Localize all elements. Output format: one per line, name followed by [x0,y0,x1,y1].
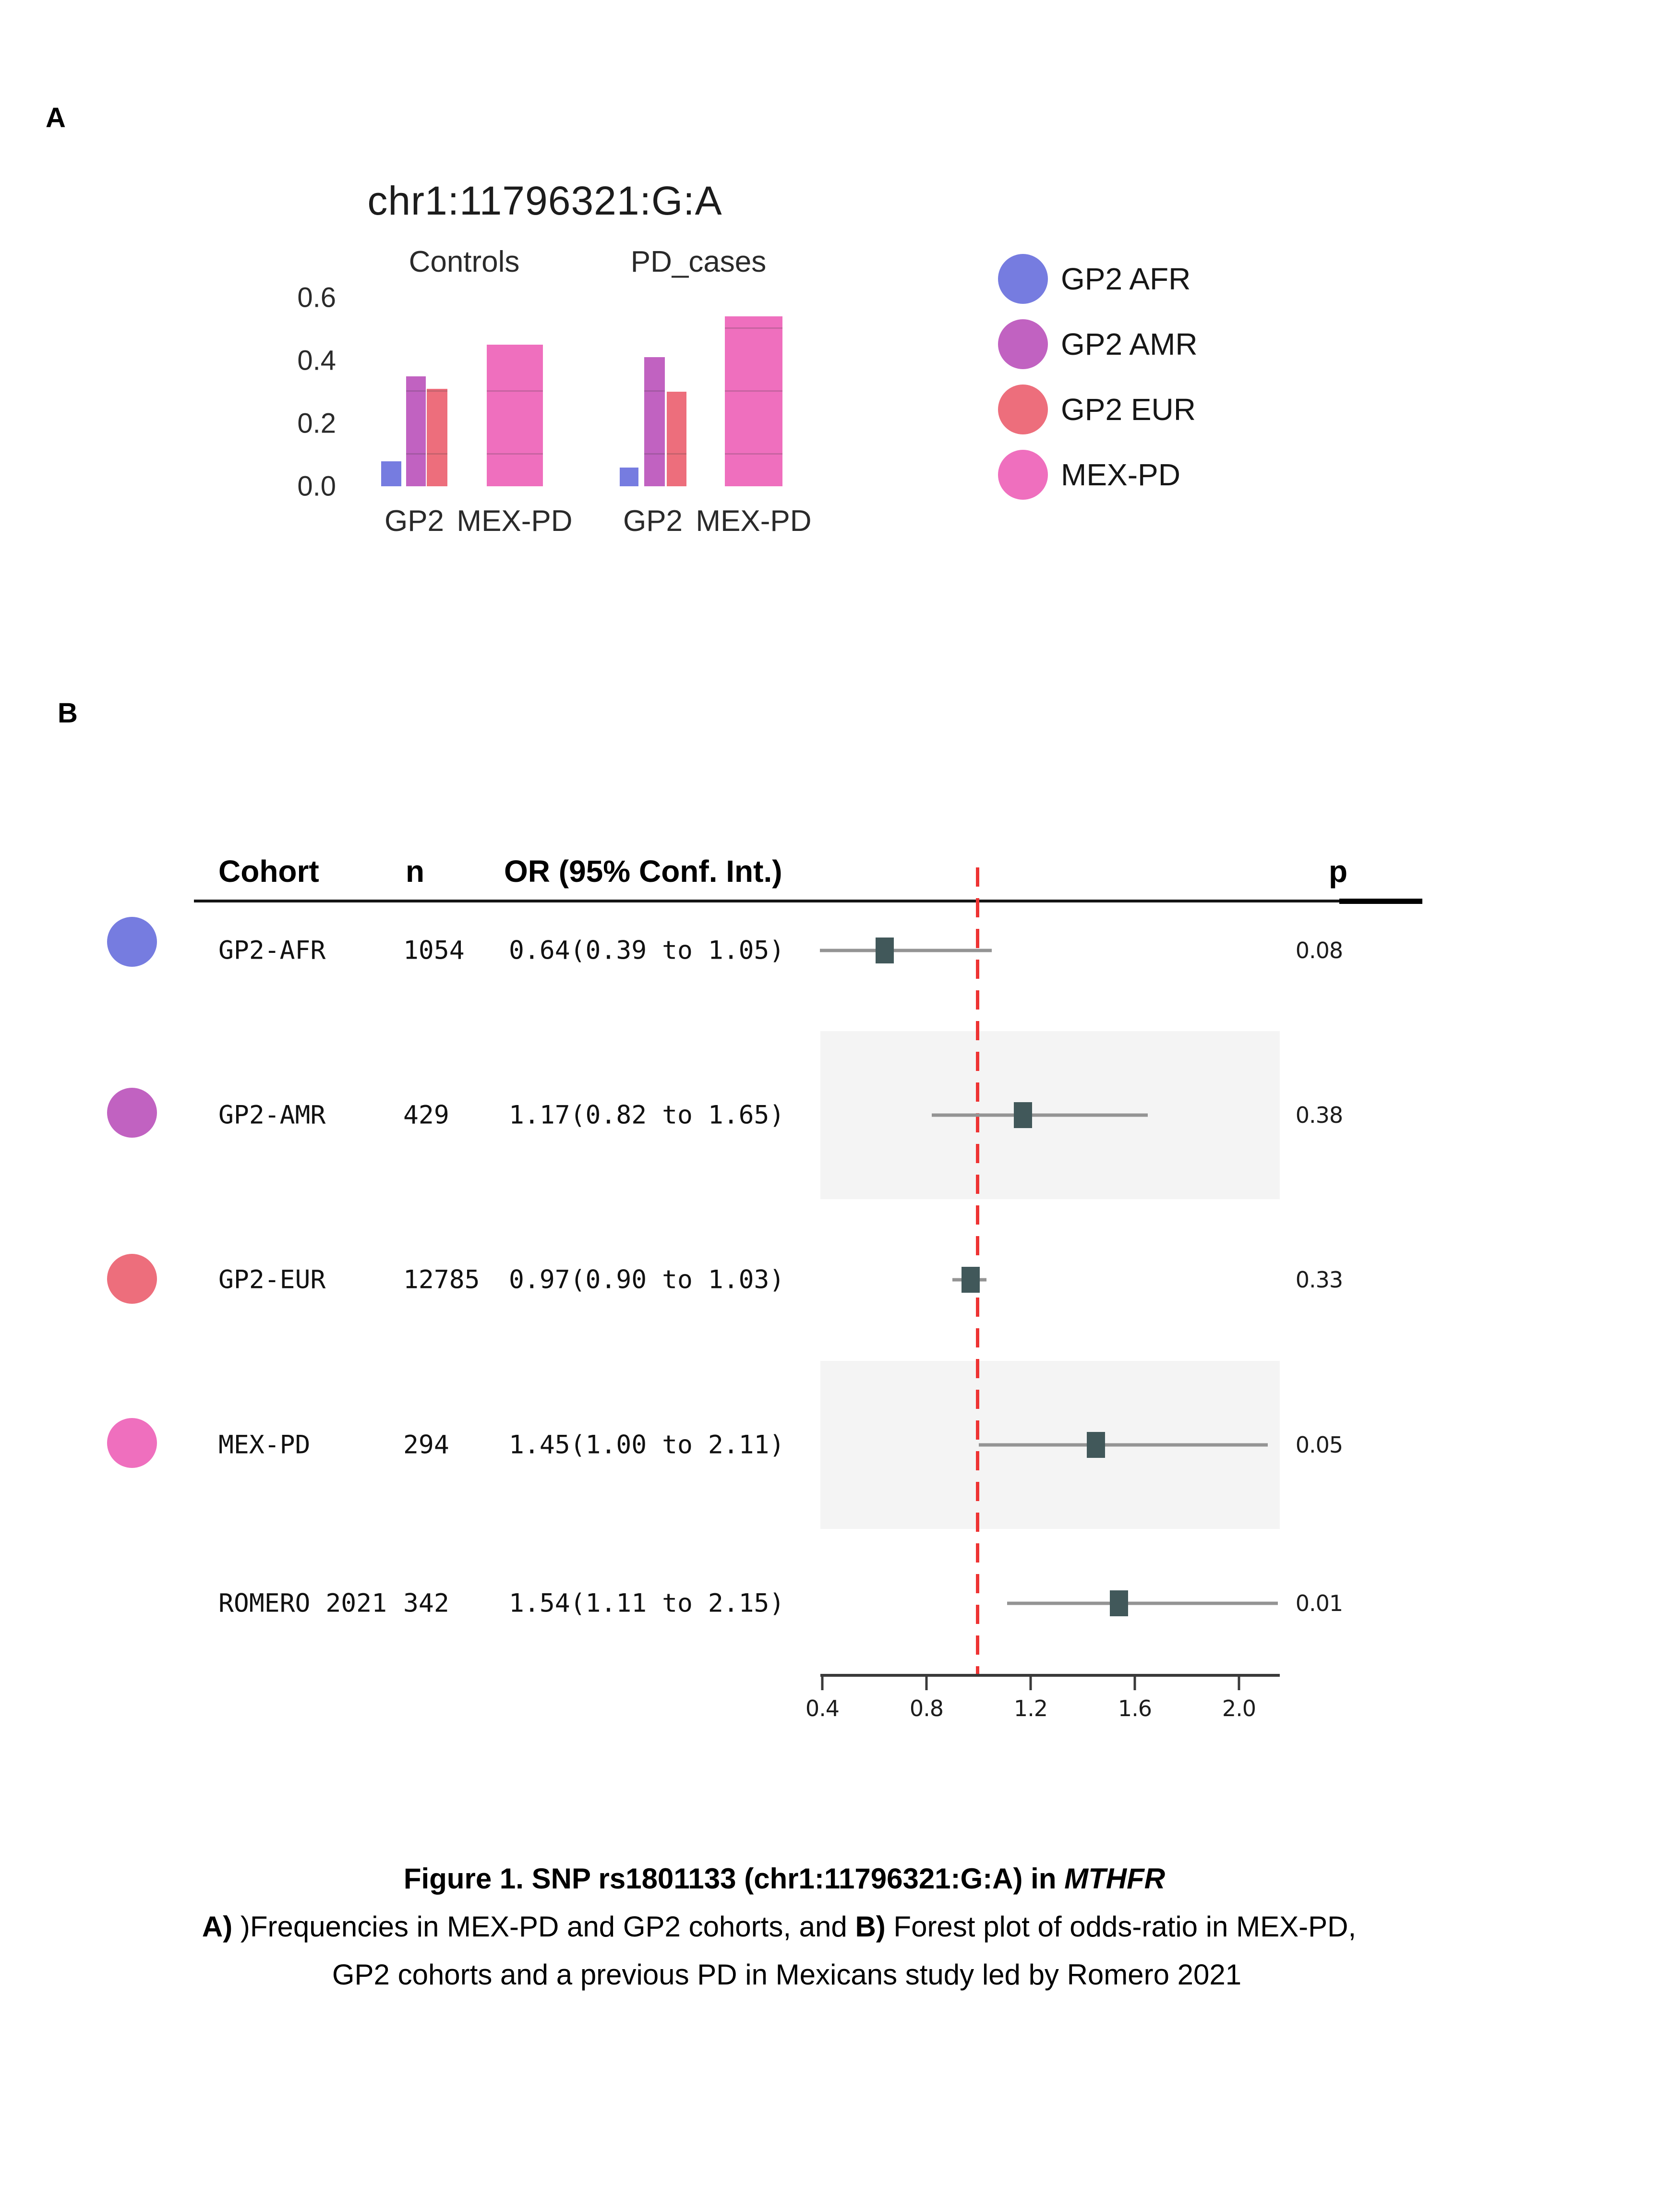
table-header-rule-end [1339,899,1422,904]
cohort-n: 1054 [403,936,465,965]
odds-ratio-marker [962,1267,980,1293]
bar-minor-gridline [725,390,782,392]
frequency-bar [667,392,686,486]
cohort-color-dot [107,1254,157,1304]
y-tick-label: 0.0 [297,470,336,502]
y-tick-label: 0.2 [297,408,336,439]
cohort-n: 12785 [403,1265,480,1295]
cohort-color-dot [107,1418,157,1468]
x-axis-cluster-label: MEX-PD [696,505,812,538]
caption-segment: MTHFR [1064,1863,1166,1895]
y-tick-label: 0.4 [297,345,336,376]
confidence-interval-line [932,1114,1148,1117]
cohort-name: GP2-AMR [218,1100,326,1130]
group-header-controls: Controls [409,245,520,278]
cohort-or-ci-text: 1.17(0.82 to 1.65) [509,1100,785,1130]
p-value: 0.33 [1295,1267,1343,1293]
caption-title-line [0,1862,1569,1896]
x-axis-tick-label: 2.0 [1222,1695,1256,1721]
x-axis-tick-mark [1030,1677,1032,1690]
cohort-or-ci-text: 1.54(1.11 to 2.15) [509,1588,785,1618]
frequency-bar [725,316,782,486]
p-value: 0.05 [1295,1432,1343,1458]
cohort-name: GP2-AFR [218,936,326,965]
panel-b-label: B [58,697,78,729]
frequency-bar [620,468,638,486]
bar-minor-gridline [487,453,543,455]
caption-segment: Forest plot of odds-ratio in MEX-PD, [885,1911,1357,1943]
cohort-n: 429 [403,1100,449,1130]
column-header-or: OR (95% Conf. Int.) [504,854,782,889]
odds-ratio-marker [1014,1102,1032,1128]
legend-color-dot [998,254,1048,304]
frequency-bar [406,376,426,486]
bar-minor-gridline [406,453,426,455]
x-axis-tick-label: 1.6 [1118,1695,1152,1721]
p-value: 0.08 [1295,938,1343,963]
cohort-name: ROMERO 2021 [218,1588,387,1618]
x-axis-tick-mark [1134,1677,1136,1690]
x-axis-tick-label: 0.8 [909,1695,944,1721]
caption-segment: )Frequencies in MEX-PD and GP2 cohorts, and [232,1911,855,1943]
legend-label: GP2 EUR [1061,392,1196,427]
table-header-rule [194,900,1422,902]
cohort-n: 294 [403,1430,449,1460]
caption-line-3: GP2 cohorts and a previous PD in Mexicans study led by Romero 2021 [332,1959,1242,1991]
x-axis-tick-mark [1238,1677,1240,1690]
x-axis-cluster-label: MEX-PD [457,505,573,538]
frequency-bar [381,461,401,486]
column-header-n: n [406,854,425,889]
x-axis-tick-label: 1.2 [1013,1695,1048,1721]
x-axis-tick-mark [926,1677,928,1690]
x-axis-cluster-label: GP2 [623,505,683,538]
bar-minor-gridline [487,390,543,392]
column-header-p: p [1329,854,1348,889]
x-axis-cluster-label: GP2 [384,505,445,538]
cohort-color-dot [107,1088,157,1138]
cohort-or-ci-text: 0.97(0.90 to 1.03) [509,1265,785,1295]
bar-minor-gridline [406,390,426,392]
confidence-interval-line [979,1443,1268,1447]
cohort-name: MEX-PD [218,1430,311,1460]
forest-x-axis-line [820,1674,1280,1677]
bar-minor-gridline [725,453,782,455]
frequency-bar [487,345,543,486]
p-value: 0.38 [1295,1102,1343,1128]
caption-segment: A) [202,1911,233,1943]
bar-minor-gridline [667,453,686,455]
cohort-color-dot [107,917,157,967]
cohort-or-ci-text: 1.45(1.00 to 2.11) [509,1430,785,1460]
caption-segment: Figure 1. SNP rs1801133 (chr1:11796321:G:A) in [403,1863,1065,1895]
bar-chart-title: chr1:11796321:G:A [367,178,722,223]
legend-color-dot [998,450,1048,500]
odds-ratio-marker [1110,1590,1128,1616]
legend-color-dot [998,319,1048,369]
bar-minor-gridline [644,390,665,392]
odds-ratio-marker [1087,1432,1105,1458]
bar-minor-gridline [427,453,447,455]
bar-minor-gridline [427,390,447,392]
frequency-bar [644,357,665,486]
x-axis-tick-mark [821,1677,824,1690]
frequency-bar [427,389,447,486]
legend-label: GP2 AMR [1061,327,1198,361]
y-tick-label: 0.6 [297,282,336,313]
cohort-or-ci-text: 0.64(0.39 to 1.05) [509,936,785,965]
legend-label: MEX-PD [1061,457,1180,492]
odds-ratio-marker [876,938,894,963]
cohort-n: 342 [403,1588,449,1618]
bar-minor-gridline [725,327,782,329]
p-value: 0.01 [1295,1590,1343,1616]
confidence-interval-line [1007,1602,1278,1605]
legend-label: GP2 AFR [1061,262,1191,296]
confidence-interval-line [820,949,992,952]
caption-segment: B) [855,1911,886,1943]
group-header-pd-cases: PD_cases [630,245,767,278]
panel-a-label: A [46,102,66,133]
x-axis-tick-label: 0.4 [805,1695,840,1721]
legend-color-dot [998,385,1048,434]
bar-minor-gridline [644,453,665,455]
column-header-cohort: Cohort [218,854,319,889]
cohort-name: GP2-EUR [218,1265,326,1295]
caption-line-2 [0,1910,1558,1944]
